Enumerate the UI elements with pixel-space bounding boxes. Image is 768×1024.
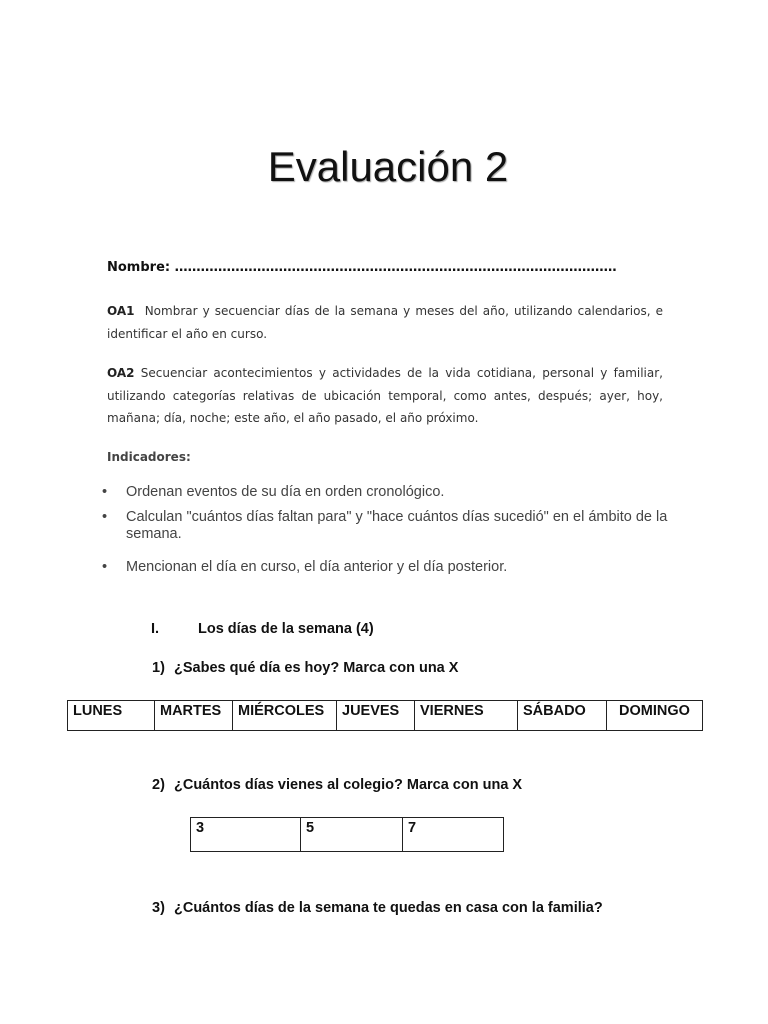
day-count-table <box>190 817 504 852</box>
section-title: Los días de la semana (4) <box>198 621 374 637</box>
day-cell[interactable]: LUNES <box>68 701 155 731</box>
day-cell[interactable]: DOMINGO <box>607 701 703 731</box>
question-number: 3) <box>152 900 165 916</box>
day-cell[interactable]: VIERNES <box>415 701 518 731</box>
count-cell[interactable]: 5 <box>301 818 403 852</box>
day-cell[interactable]: MIÉRCOLES <box>233 701 337 731</box>
question-number: 2) <box>152 777 165 793</box>
section-number: I. <box>151 621 160 637</box>
objective-oa2 <box>107 362 663 430</box>
question-3 <box>152 900 603 916</box>
day-cell[interactable]: MARTES <box>155 701 233 731</box>
question-text: ¿Sabes qué día es hoy? Marca con una X <box>174 660 459 676</box>
question-1 <box>152 660 458 676</box>
page-title: Evaluación 2 <box>267 143 509 190</box>
question-text: ¿Cuántos días de la semana te quedas en casa con la familia? <box>174 900 603 916</box>
list-item: • Calculan "cuántos días faltan para" y "hace cuántos días sucedió" en el ámbito de la semana. <box>100 509 680 543</box>
objective-text: Secuenciar acontecimientos y actividades de la vida cotidiana, personal y familiar, utilizando categorías relativas de ubicación temporal, como antes, después; ayer, hoy, mañana; día, noche; este año, el año pasado, el año próximo. <box>107 366 663 425</box>
objective-code: OA1 <box>107 304 135 318</box>
indicators-label: Indicadores: <box>107 450 191 464</box>
question-text: ¿Cuántos días vienes al colegio? Marca con una X <box>174 777 523 793</box>
section-heading <box>151 621 374 637</box>
objective-oa1 <box>107 300 663 345</box>
list-item: • Mencionan el día en curso, el día anterior y el día posterior. <box>100 559 680 576</box>
count-cell[interactable]: 3 <box>191 818 301 852</box>
indicators-list <box>100 484 680 576</box>
day-cell[interactable]: JUEVES <box>337 701 415 731</box>
days-table <box>67 700 703 731</box>
day-cell[interactable]: SÁBADO <box>518 701 607 731</box>
list-item: • Ordenan eventos de su día en orden cronológico. <box>100 484 680 501</box>
count-cell[interactable]: 7 <box>403 818 504 852</box>
question-2 <box>152 777 522 793</box>
question-number: 1) <box>152 660 165 676</box>
name-field[interactable]: Nombre: ………………………………………………………………………………………… <box>107 260 617 275</box>
objective-code: OA2 <box>107 366 135 380</box>
objective-text: Nombrar y secuenciar días de la semana y meses del año, utilizando calendarios, e identificar el año en curso. <box>107 304 663 341</box>
